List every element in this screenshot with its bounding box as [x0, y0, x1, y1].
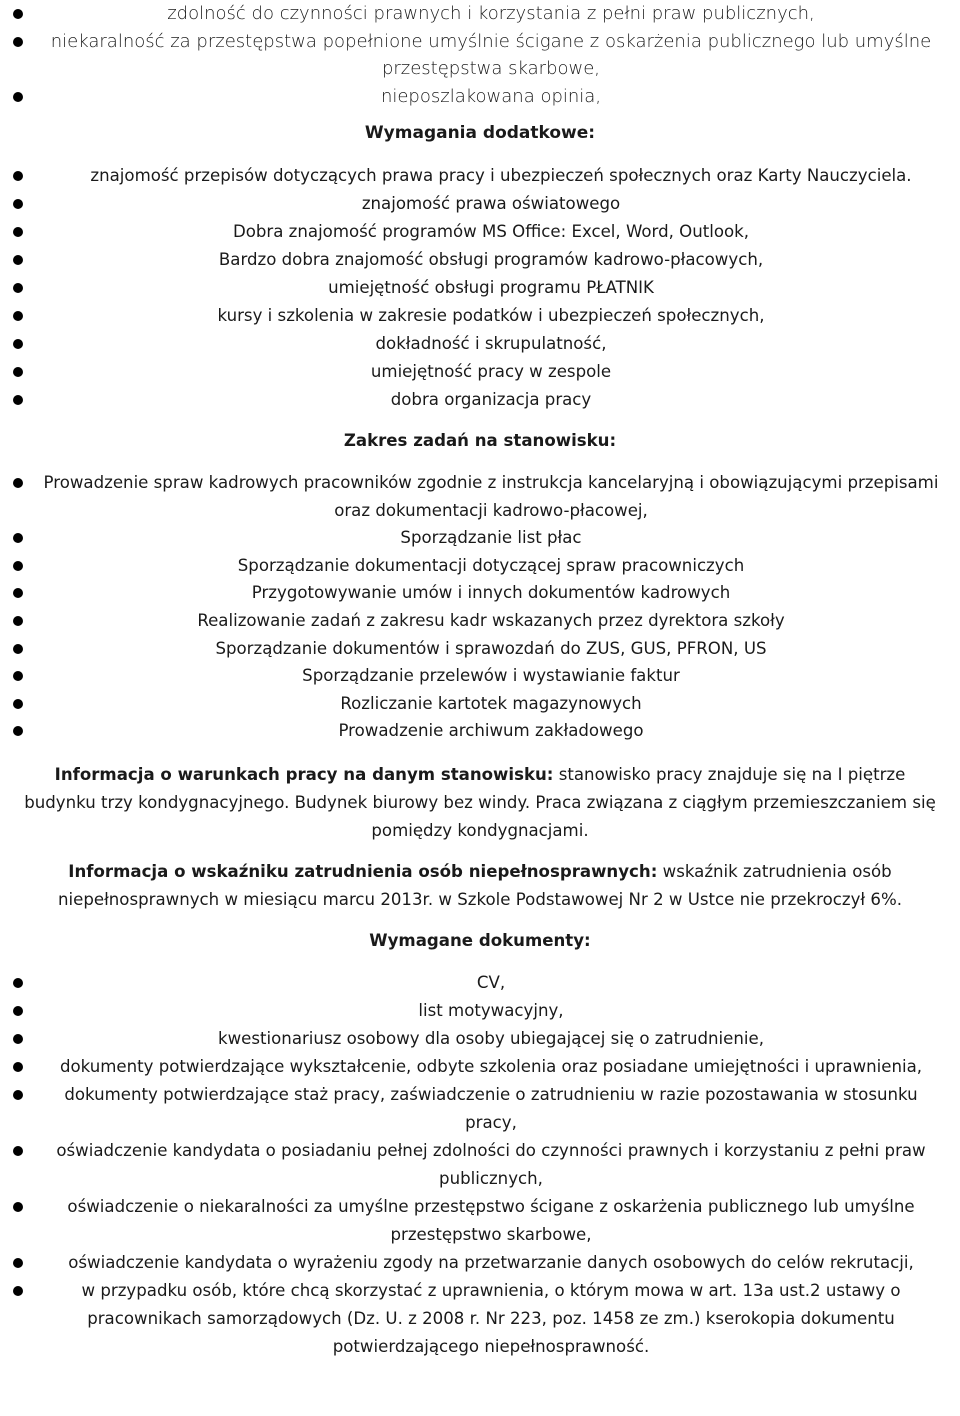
list-item: nieposzlakowana opinia, [0, 83, 960, 111]
list-item: dobra organizacja pracy [0, 386, 960, 414]
scope-of-duties [0, 469, 960, 745]
list-item: Sporządzanie przelewów i wystawianie faktur [0, 662, 960, 690]
additional-requirements-first [0, 162, 960, 190]
basic-requirements [0, 0, 960, 110]
required-documents [0, 969, 960, 1361]
working-conditions-paragraph [0, 761, 960, 845]
additional-requirements-heading: Wymagania dodatkowe: [364, 123, 596, 143]
list-item: oświadczenie kandydata o posiadaniu pełnej zdolności do czynności prawnych i korzystaniu z pełni praw publicznych, [0, 1137, 960, 1193]
working-conditions-text: stanowisko pracy znajduje się na I piętrze budynku trzy kondygnacyjnego. Budynek biurowy bez windy. Praca związana z ciągłym przemieszczaniem się pomiędzy kondygnacjami. [24, 765, 936, 840]
additional-requirements [0, 190, 960, 414]
list-item: dokumenty potwierdzające wykształcenie, odbyte szkolenia oraz posiadane umiejętności i uprawnienia, [0, 1053, 960, 1081]
list-item: Sporządzanie dokumentów i sprawozdań do ZUS, GUS, PFRON, US [0, 635, 960, 663]
basic-requirements-list [0, 0, 960, 110]
employment-indicator-label: Informacja o wskaźniku zatrudnienia osób niepełnosprawnych: [68, 862, 658, 881]
list-item: niekaralność za przestępstwa popełnione umyślnie ścigane z oskarżenia publicznego lub umyślne przestępstwa skarbowe, [0, 28, 960, 83]
list-item: w przypadku osób, które chcą skorzystać z uprawnienia, o którym mowa w art. 13a ust.2 ustawy o pracownikach samorządowych (Dz. U. z 2008 r. Nr 223, poz. 1458 ze zm.) kserokopia dokumentu potwierdzającego niepełnosprawność. [0, 1277, 960, 1361]
employment-indicator-text: wskaźnik zatrudnienia osób niepełnosprawnych w miesiącu marcu 2013r. w Szkole Podstawowej Nr 2 w Ustce nie przekroczył 6%. [57, 862, 902, 909]
list-item: Prowadzenie archiwum zakładowego [0, 717, 960, 745]
list-item: dokładność i skrupulatność, [0, 330, 960, 358]
list-item: Sporządzanie dokumentacji dotyczącej spraw pracowniczych [0, 552, 960, 580]
list-item: umiejętność pracy w zespole [0, 358, 960, 386]
list-item: oświadczenie o niekaralności za umyślne przestępstwo ścigane z oskarżenia publicznego lub umyślne przestępstwo skarbowe, [0, 1193, 960, 1249]
list-item: oświadczenie kandydata o wyrażeniu zgody na przetwarzanie danych osobowych do celów rekrutacji, [0, 1249, 960, 1277]
required-documents-heading: Wymagane dokumenty: [369, 931, 591, 950]
list-item: dokumenty potwierdzające staż pracy, zaświadczenie o zatrudnieniu w razie pozostawania w stosunku pracy, [0, 1081, 960, 1137]
additional-requirements-list [0, 190, 960, 414]
list-item: umiejętność obsługi programu PŁATNIK [0, 274, 960, 302]
list-item: Rozliczanie kartotek magazynowych [0, 690, 960, 718]
list-item: kursy i szkolenia w zakresie podatków i ubezpieczeń społecznych, [0, 302, 960, 330]
list-item: Prowadzenie spraw kadrowych pracowników zgodnie z instrukcja kancelaryjną i obowiązującymi przepisami oraz dokumentacji kadrowo-płacowej, [0, 469, 960, 524]
list-item: Sporządzanie list płac [0, 524, 960, 552]
required-documents-list [0, 969, 960, 1361]
list-item: Bardzo dobra znajomość obsługi programów kadrowo-płacowych, [0, 246, 960, 274]
employment-indicator-paragraph [0, 858, 960, 914]
scope-list [0, 469, 960, 745]
list-item: znajomość prawa oświatowego [0, 190, 960, 218]
additional-requirements-list-first [0, 162, 960, 190]
list-item: Przygotowywanie umów i innych dokumentów kadrowych [0, 579, 960, 607]
working-conditions-label: Informacja o warunkach pracy na danym stanowisku: [54, 765, 554, 784]
scope-heading: Zakres zadań na stanowisku: [343, 431, 617, 450]
list-item: kwestionariusz osobowy dla osoby ubiegającej się o zatrudnienie, [0, 1025, 960, 1053]
list-item: CV, [0, 969, 960, 997]
list-item: zdolność do czynności prawnych i korzystania z pełni praw publicznych, [0, 0, 960, 28]
list-item: Realizowanie zadań z zakresu kadr wskazanych przez dyrektora szkoły [0, 607, 960, 635]
list-item: list motywacyjny, [0, 997, 960, 1025]
list-item: Dobra znajomość programów MS Office: Excel, Word, Outlook, [0, 218, 960, 246]
list-item: znajomość przepisów dotyczących prawa pracy i ubezpieczeń społecznych oraz Karty Nauczyciela. [0, 162, 960, 190]
